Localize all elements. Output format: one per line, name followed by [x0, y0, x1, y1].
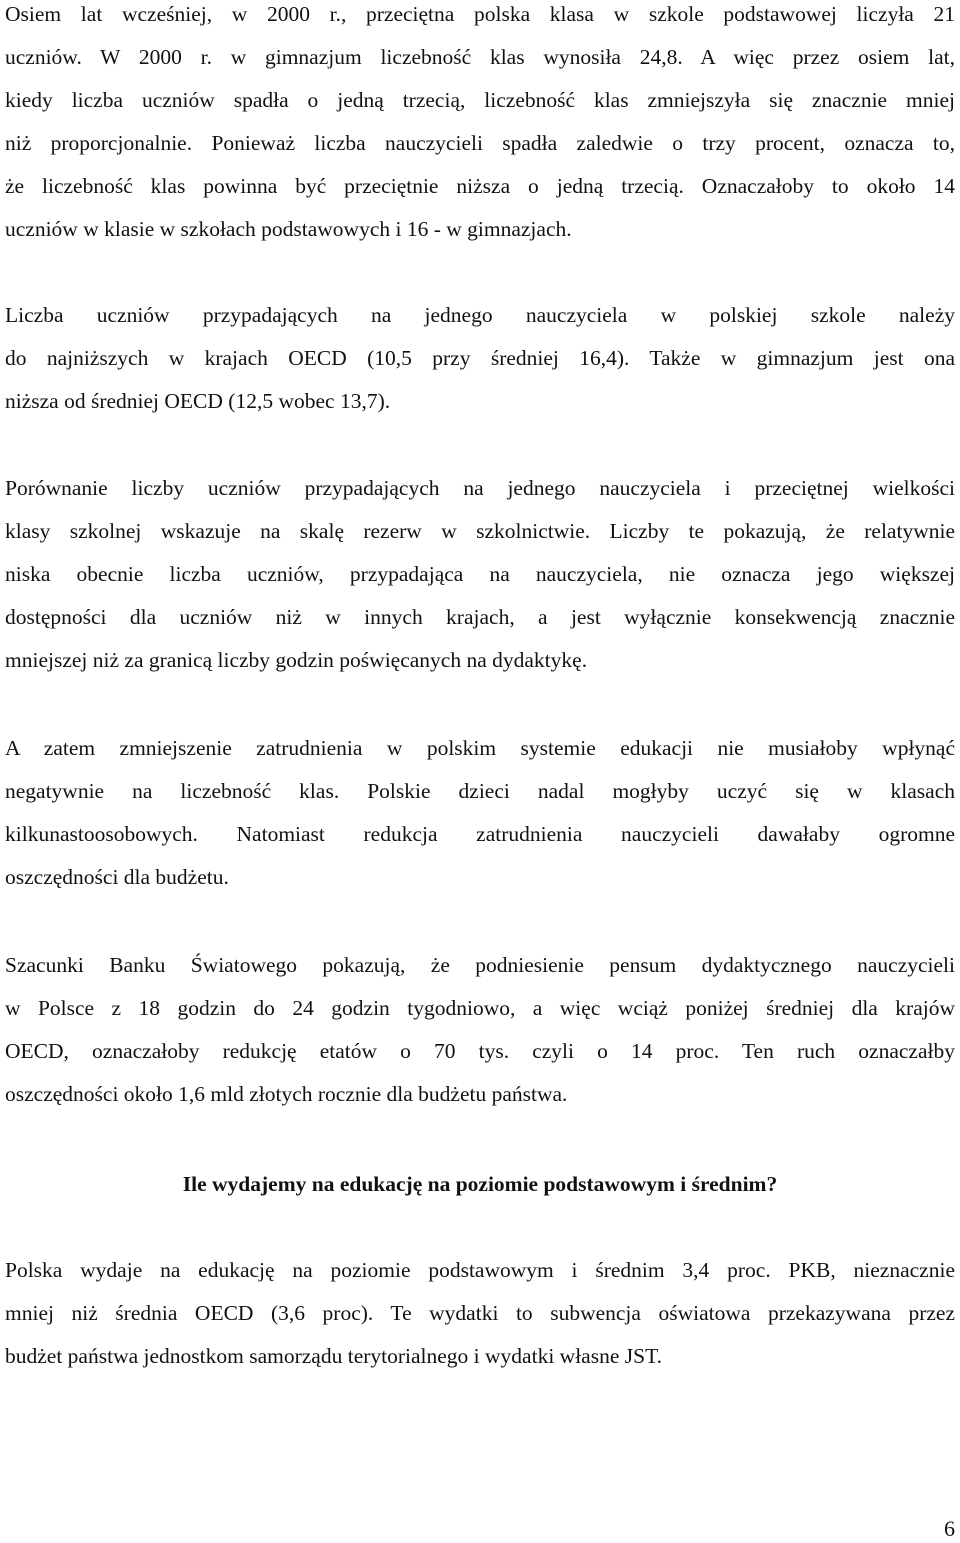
text-line: negatywnie na liczebność klas. Polskie dzieci nadal mogłyby uczyć się w klasach	[5, 779, 955, 803]
text-line: oszczędności około 1,6 mld złotych rocznie dla budżetu państwa.	[5, 1082, 568, 1106]
text-line: OECD, oznaczałoby redukcję etatów o 70 tys. czyli o 14 proc. Ten ruch oznaczałby	[5, 1039, 955, 1063]
text-line: A zatem zmniejszenie zatrudnienia w polskim systemie edukacji nie musiałoby wpłynąć	[5, 736, 955, 760]
text-line: dostępności dla uczniów niż w innych krajach, a jest wyłącznie konsekwencją znacznie	[5, 605, 955, 629]
text-line: uczniów w klasie w szkołach podstawowych i 16 - w gimnazjach.	[5, 217, 572, 241]
text-line: niż proporcjonalnie. Ponieważ liczba nauczycieli spadła zaledwie o trzy procent, oznacza to,	[5, 131, 955, 155]
text-line: do najniższych w krajach OECD (10,5 przy średniej 16,4). Także w gimnazjum jest ona	[5, 346, 955, 370]
text-line: Osiem lat wcześniej, w 2000 r., przeciętna polska klasa w szkole podstawowej liczyła 21	[5, 2, 955, 26]
text-line: kilkunastoosobowych. Natomiast redukcja zatrudnienia nauczycieli dawałaby ogromne	[5, 822, 955, 846]
text-line: Szacunki Banku Światowego pokazują, że podniesienie pensum dydaktycznego nauczycieli	[5, 953, 955, 977]
text-line: że liczebność klas powinna być przeciętnie niższa o jedną trzecią. Oznaczałoby to około 14	[5, 174, 955, 198]
page-number: 6	[944, 1516, 955, 1541]
text-line: Liczba uczniów przypadających na jednego nauczyciela w polskiej szkole należy	[5, 303, 955, 327]
document-page	[5, 0, 955, 1537]
text-line: klasy szkolnej wskazuje na skalę rezerw w szkolnictwie. Liczby te pokazują, że relatywnie	[5, 519, 955, 543]
text-line: oszczędności dla budżetu.	[5, 865, 229, 889]
text-line: niższa od średniej OECD (12,5 wobec 13,7).	[5, 389, 391, 413]
text-line: w Polsce z 18 godzin do 24 godzin tygodniowo, a więc wciąż poniżej średniej dla krajów	[5, 996, 955, 1020]
text-line: mniejszej niż za granicą liczby godzin poświęcanych na dydaktykę.	[5, 648, 588, 672]
text-line: niska obecnie liczba uczniów, przypadająca na nauczyciela, nie oznacza jego większej	[5, 562, 955, 586]
text-line: mniej niż średnia OECD (3,6 proc). Te wydatki to subwencja oświatowa przekazywana przez	[5, 1301, 955, 1325]
text-line: uczniów. W 2000 r. w gimnazjum liczebność klas wynosiła 24,8. A więc przez osiem lat,	[5, 45, 955, 69]
text-line: Polska wydaje na edukację na poziomie podstawowym i średnim 3,4 proc. PKB, nieznacznie	[5, 1258, 955, 1282]
section-heading: Ile wydajemy na edukację na poziomie podstawowym i średnim?	[182, 1172, 778, 1196]
text-line: Porównanie liczby uczniów przypadających na jednego nauczyciela i przeciętnej wielkości	[5, 476, 955, 500]
text-line: kiedy liczba uczniów spadła o jedną trzecią, liczebność klas zmniejszyła się znacznie mniej	[5, 88, 955, 112]
text-line: budżet państwa jednostkom samorządu terytorialnego i wydatki własne JST.	[5, 1344, 662, 1368]
